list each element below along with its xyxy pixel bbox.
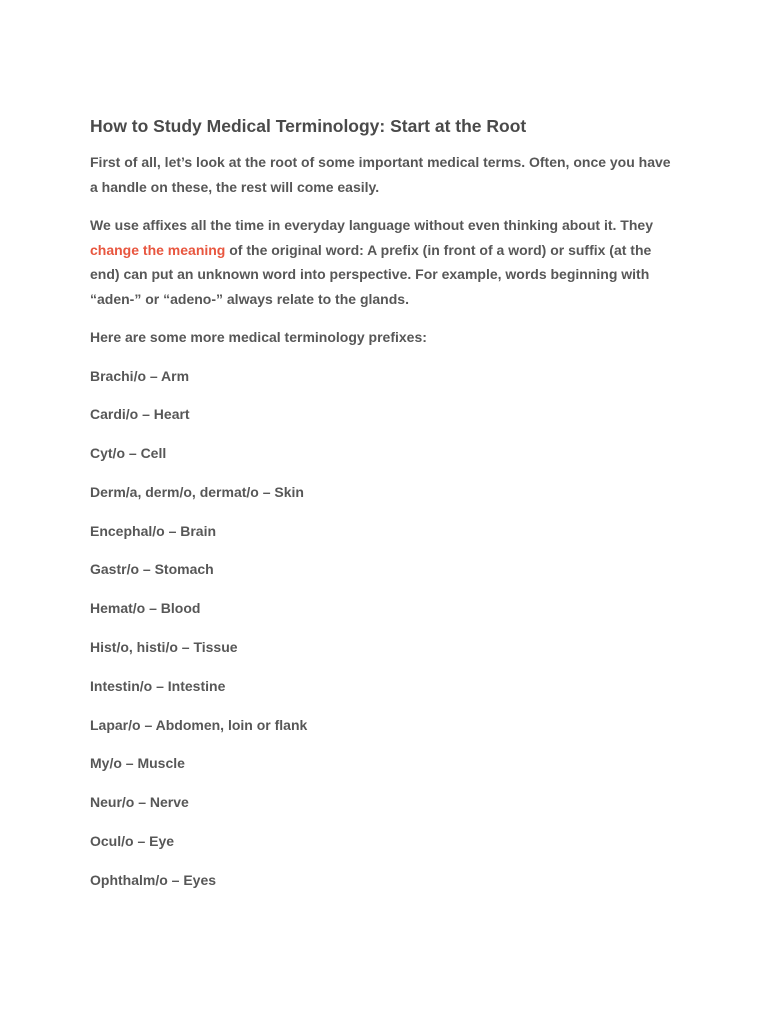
affixes-text-after-link: of the original word: A prefix (in front of a word) or suffix (at the end) can put an unknown word into perspective. For example, words beginning with “aden-” or “adeno-” always relate to the glands.: [90, 241, 652, 307]
affixes-paragraph: [90, 213, 680, 311]
prefix-item: My/o – Muscle: [90, 755, 185, 772]
intro-paragraph: First of all, let’s look at the root of some important medical terms. Often, once you have a handle on these, the rest will come easily.: [90, 154, 671, 195]
prefix-item: Hist/o, histi/o – Tissue: [90, 639, 238, 656]
prefix-item: Neur/o – Nerve: [90, 794, 189, 811]
article-title: How to Study Medical Terminology: Start at the Root: [90, 116, 527, 136]
prefix-item: Intestin/o – Intestine: [90, 677, 226, 694]
article: [90, 114, 680, 907]
prefix-list: [90, 364, 680, 893]
prefix-item: Encephal/o – Brain: [90, 522, 217, 539]
affixes-text-before-link: We use affixes all the time in everyday language without even thinking about it. They: [90, 217, 653, 233]
prefix-item: Derm/a, derm/o, dermat/o – Skin: [90, 483, 304, 500]
prefix-item: Hemat/o – Blood: [90, 600, 201, 617]
prefix-item: Gastr/o – Stomach: [90, 561, 214, 578]
prefix-intro-paragraph: Here are some more medical terminology prefixes:: [90, 329, 427, 345]
prefix-item: Cyt/o – Cell: [90, 445, 167, 462]
prefix-item: Cardi/o – Heart: [90, 406, 190, 423]
prefix-item: Brachi/o – Arm: [90, 367, 190, 384]
prefix-item: Ocul/o – Eye: [90, 833, 175, 850]
change-the-meaning-link[interactable]: change the meaning: [90, 241, 226, 258]
prefix-item: Ophthalm/o – Eyes: [90, 871, 217, 888]
prefix-item: Lapar/o – Abdomen, loin or flank: [90, 716, 308, 733]
